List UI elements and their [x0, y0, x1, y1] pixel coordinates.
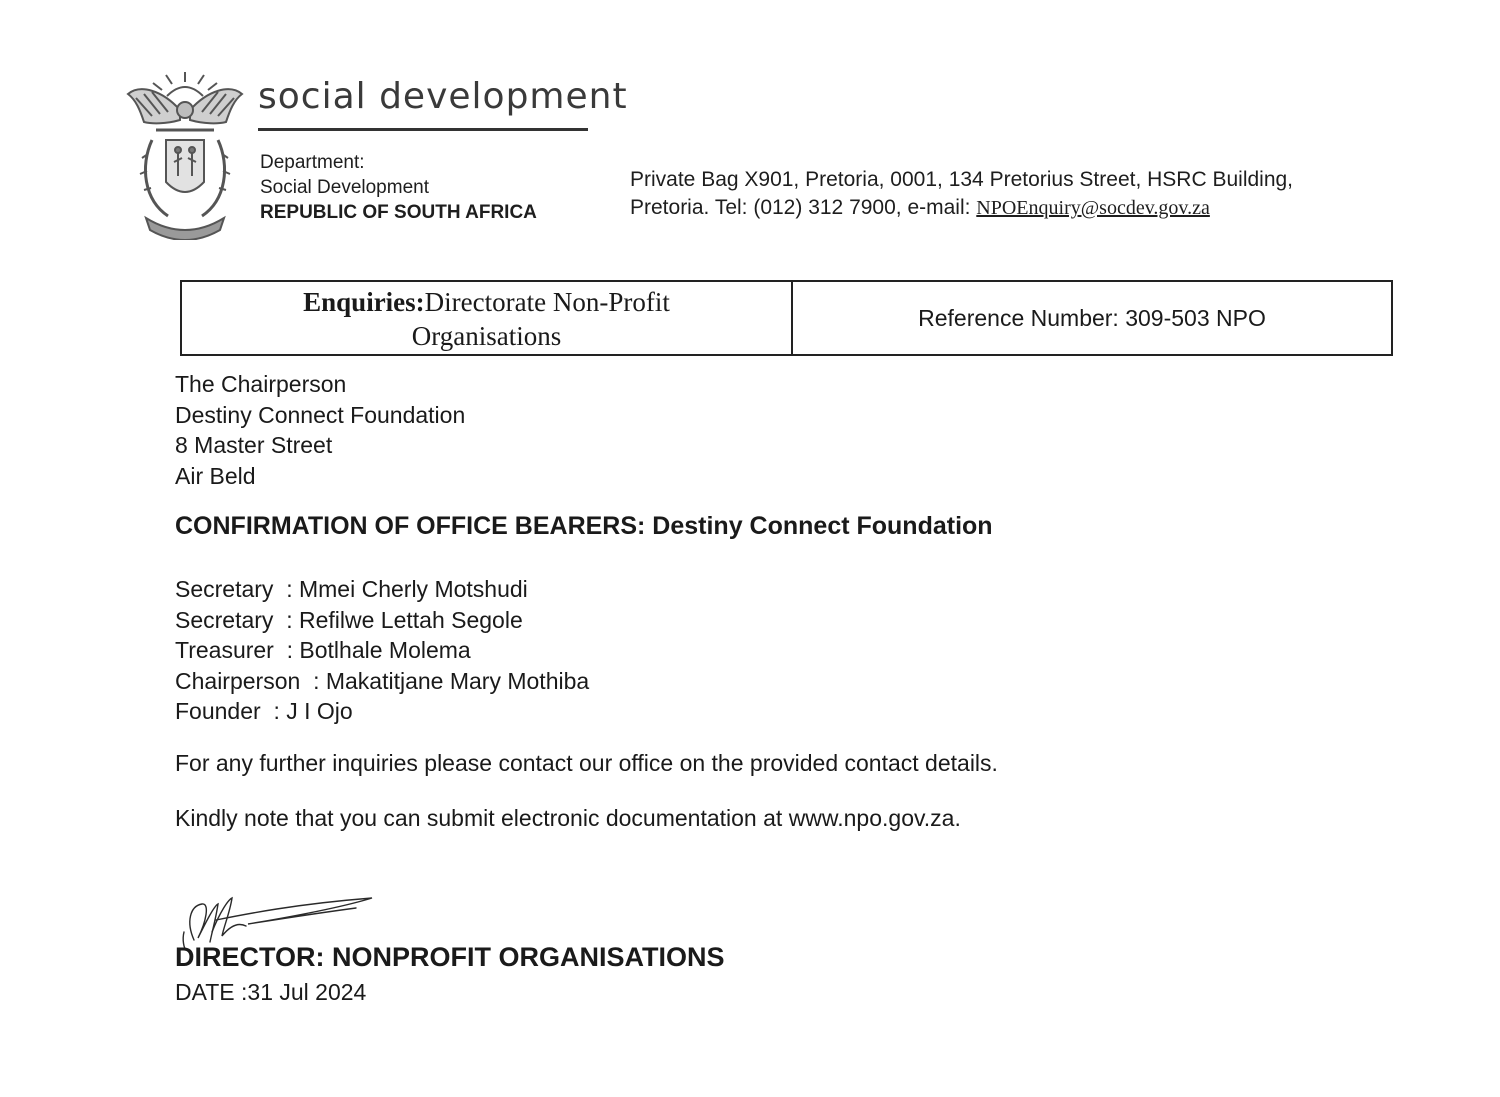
address-line-2 [630, 194, 1293, 222]
recipient-line: Air Beld [175, 462, 256, 489]
enquiries-label: Enquiries: [303, 287, 425, 317]
inquiries-paragraph: For any further inquiries please contact our office on the provided contact details. [175, 750, 998, 776]
submission-paragraph: Kindly note that you can submit electronic documentation at www.npo.gov.za. [175, 805, 961, 831]
email-link[interactable]: NPOEnquiry@socdev.gov.za [976, 197, 1210, 219]
office-bearer: Treasurer : Botlhale Molema [175, 637, 471, 663]
recipient-line: Destiny Connect Foundation [175, 401, 466, 428]
office-bearer: Secretary : Refilwe Lettah Segole [175, 606, 523, 633]
recipient-line: The Chairperson [175, 371, 347, 397]
office-bearer: Secretary : Mmei Cherly Motshudi [175, 576, 528, 602]
letter-date: DATE :31 Jul 2024 [175, 979, 367, 1005]
contact-address [630, 166, 1293, 222]
enquiries-table [180, 280, 1393, 356]
signatory-title: DIRECTOR: NONPROFIT ORGANISATIONS [175, 942, 725, 972]
department-name: Social Development [260, 177, 429, 198]
reference-number: Reference Number: 309-503 NPO [918, 304, 1266, 331]
address-line-1: Private Bag X901, Pretoria, 0001, 134 Pretorius Street, HSRC Building, [630, 168, 1294, 191]
department-block [260, 150, 537, 225]
department-label: Department: [260, 152, 365, 173]
office-bearer: Chairperson : Makatitjane Mary Mothiba [175, 667, 590, 694]
enquiries-value: Directorate Non-Profit [424, 287, 670, 317]
reference-cell [793, 282, 1391, 354]
letter-heading: CONFIRMATION OF OFFICE BEARERS: Destiny Connect Foundation [175, 512, 993, 540]
department-title: social development [258, 76, 628, 117]
enquiries-cell [182, 282, 793, 354]
coat-of-arms-icon [122, 70, 248, 240]
office-bearers-list [175, 574, 589, 727]
country-name: REPUBLIC OF SOUTH AFRICA [260, 202, 537, 223]
enquiries-value-2: Organisations [411, 321, 562, 351]
office-bearer: Founder : J I Ojo [175, 698, 353, 724]
address-line-2-text: Pretoria. Tel: (012) 312 7900, e-mail: [630, 196, 977, 219]
recipient-line: 8 Master Street [175, 432, 333, 458]
header-divider [258, 128, 588, 131]
recipient-address [175, 369, 465, 491]
